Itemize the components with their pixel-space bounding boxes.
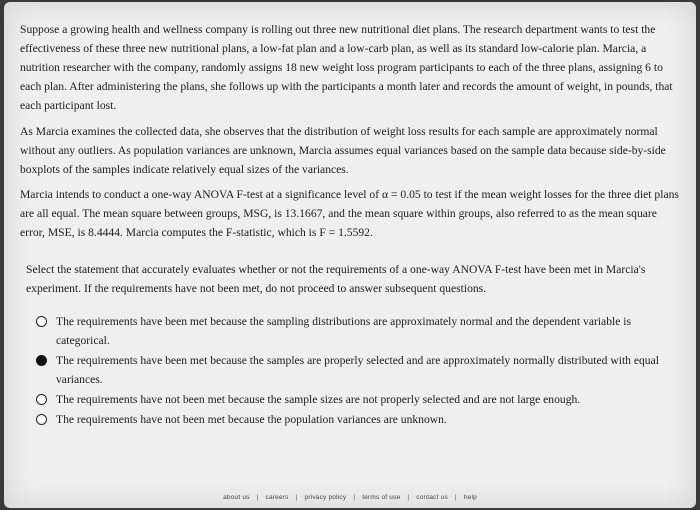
answer-options bbox=[20, 312, 680, 429]
question-page bbox=[4, 2, 696, 508]
option-label: The requirements have not been met because the population variances are unknown. bbox=[56, 413, 447, 426]
footer-separator: | bbox=[353, 494, 356, 501]
radio-button-icon[interactable] bbox=[36, 394, 47, 405]
answer-option-1[interactable] bbox=[36, 312, 680, 350]
question-content bbox=[20, 20, 680, 430]
answer-option-2[interactable] bbox=[36, 351, 680, 389]
footer-link-help[interactable]: help bbox=[463, 494, 477, 501]
footer-link-about-us[interactable]: about us bbox=[223, 494, 250, 501]
footer-link-privacy-policy[interactable]: privacy policy bbox=[304, 494, 347, 501]
footer-separator: | bbox=[454, 494, 457, 501]
answer-option-3[interactable] bbox=[36, 390, 680, 409]
footer-link-terms-of-use[interactable]: terms of use bbox=[362, 494, 401, 501]
radio-button-selected-icon[interactable] bbox=[36, 355, 47, 366]
footer-separator: | bbox=[295, 494, 298, 501]
answer-option-4[interactable] bbox=[36, 410, 680, 429]
radio-button-icon[interactable] bbox=[36, 414, 47, 425]
question-prompt: Select the statement that accurately evaluates whether or not the requirements of a one-way ANOVA F-test have been met in Marcia's experiment. If the requirements have not been met, do not proceed to answer subsequent questions. bbox=[26, 263, 646, 295]
footer-link-careers[interactable]: careers bbox=[265, 494, 289, 501]
footer-link-contact-us[interactable]: contact us bbox=[416, 494, 448, 501]
footer-separator: | bbox=[407, 494, 410, 501]
radio-button-icon[interactable] bbox=[36, 316, 47, 327]
problem-paragraph-3: Marcia intends to conduct a one-way ANOVA F-test at a significance level of α = 0.05 to test if the mean weight losses for the three diet plans are all equal. The mean square between groups, MSG, is 13.1667, and the mean square within groups, also referred to as the mean square error, MSE, is 8.4444. Marcia computes the F-statistic, which is F = 1.5592. bbox=[20, 188, 679, 239]
option-label: The requirements have been met because the samples are properly selected and are approximately normally distributed with equal variances. bbox=[56, 354, 659, 386]
footer-links bbox=[4, 494, 696, 501]
problem-paragraph-1: Suppose a growing health and wellness company is rolling out three new nutritional diet plans. The research department wants to test the effectiveness of these three new nutritional plans, a low-fat plan and a low-carb plan, as well as its standard low-calorie plan. Marcia, a nutrition researcher with the company, randomly assigns 18 new weight loss program participants to each of the three plans, assigning 6 to each plan. After administering the plans, she follows up with the participants a month later and records the amount of weight, in pounds, that each participant lost. bbox=[20, 23, 673, 112]
footer-separator: | bbox=[256, 494, 259, 501]
option-label: The requirements have been met because the sampling distributions are approximately normal and the dependent variable is categorical. bbox=[56, 315, 631, 347]
option-label: The requirements have not been met because the sample sizes are not properly selected and are not large enough. bbox=[56, 393, 581, 406]
problem-paragraph-2: As Marcia examines the collected data, she observes that the distribution of weight loss results for each sample are approximately normal without any outliers. As population variances are unknown, Marcia assumes equal variances based on the sample data because side-by-side boxplots of the samples indicate relatively equal sizes of the variances. bbox=[20, 125, 666, 176]
